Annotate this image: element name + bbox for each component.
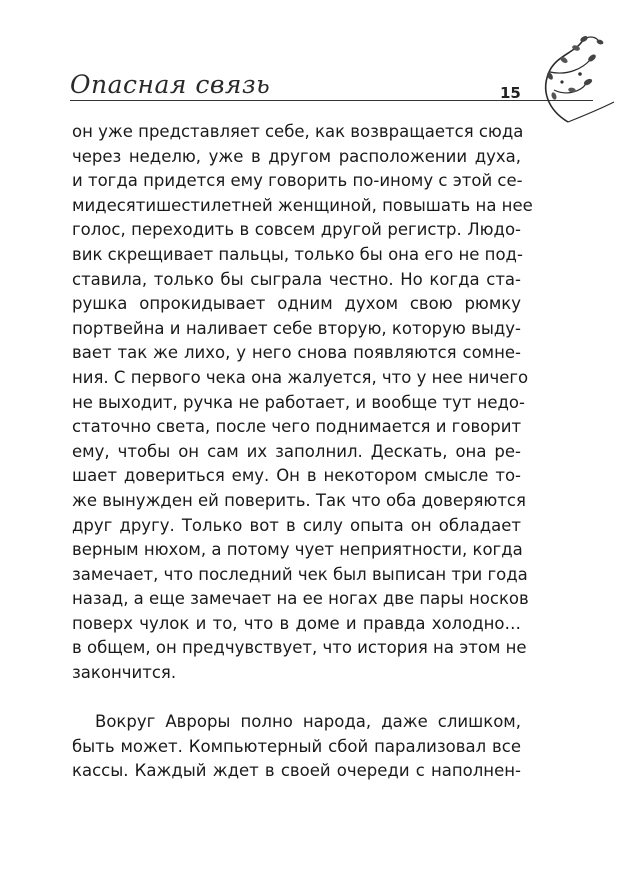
text-line: портвейна и наливает себе вторую, которую выду- [72, 318, 521, 338]
text-line: статочно света, после чего поднимается и говорит [72, 417, 522, 437]
text-line: ставила, только бы сыграла честно. Но когда ста- [72, 269, 521, 289]
text-line: быть может. Компьютерный сбой парализовал все [72, 736, 521, 756]
text-line: ему, чтобы он сам их заполнил. Дескать, она ре- [72, 441, 521, 461]
text-line: вик скрещивает пальцы, только бы она его не под- [72, 244, 523, 264]
text-line: друг другу. Только вот в силу опыта он обладает [72, 515, 521, 535]
paragraph-gap [72, 686, 521, 710]
running-title: Опасная связь [70, 70, 271, 99]
text-line: в общем, он предчувствует, что история на этом не [72, 638, 527, 658]
text-line: замечает, что последний чек был выписан три года [72, 564, 528, 584]
text-line: через неделю, уже в другом расположении духа, [72, 146, 521, 166]
text-line: шает довериться ему. Он в некотором смысле то- [72, 466, 521, 486]
text-line: вает так же лихо, у него снова появляются сомне- [72, 343, 521, 363]
text-line: поверх чулок и то, что в доме и правда холодно… [72, 613, 521, 633]
page-header [0, 0, 621, 110]
text-line: Вокруг Авроры полно народа, даже слишком, [95, 712, 521, 732]
page-number: 15 [500, 84, 521, 102]
text-line: назад, а еще замечает на ее ногах две пары носков [72, 589, 529, 609]
text-line: же вынужден ей поверить. Так что оба доверяются [72, 490, 526, 510]
text-line: голос, переходить в совсем другой регистр. Людо- [72, 220, 521, 240]
text-line: не выходит, ручка не работает, и вообще тут недо- [72, 392, 525, 412]
body-text [72, 120, 533, 784]
paragraph [72, 120, 533, 686]
text-line: он уже представляет себе, как возвращается сюда [72, 122, 524, 141]
paragraph [72, 710, 521, 784]
text-line: кассы. Каждый ждет в своей очереди с наполнен- [72, 761, 521, 781]
vine-ornament-icon [528, 30, 618, 125]
text-line: ния. С первого чека она жалуется, что у нее ничего [72, 367, 529, 387]
text-line: мидесятишестилетней женщиной, повышать на нее [72, 195, 533, 215]
text-line: закончится. [72, 663, 177, 683]
text-line: рушка опрокидывает одним духом свою рюмку [72, 294, 521, 314]
text-line: верным нюхом, а потому чует неприятности, когда [72, 540, 523, 560]
text-line: и тогда придется ему говорить по-иному с этой се- [72, 171, 523, 191]
